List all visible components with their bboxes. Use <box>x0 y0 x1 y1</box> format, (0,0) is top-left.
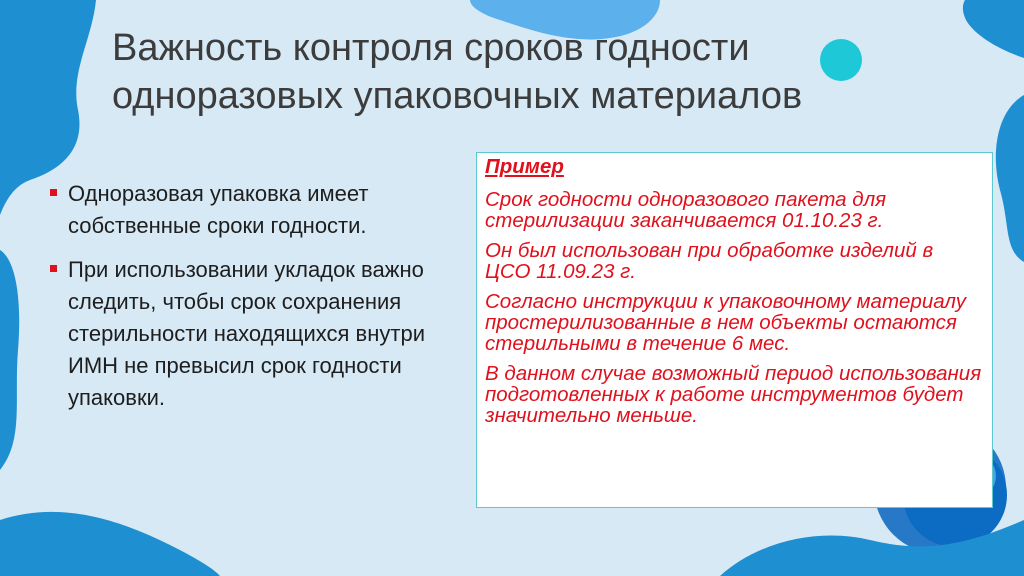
square-bullet-icon <box>50 265 57 272</box>
bullet-item <box>48 178 448 242</box>
example-paragraph: Он был использован при обработке изделий в ЦСО 11.09.23 г. <box>485 239 934 283</box>
example-heading: Пример <box>485 155 564 178</box>
square-bullet-icon <box>50 189 57 196</box>
example-paragraph: Согласно инструкции к упаковочному материалу простерилизованные в нем объекты остаются стерильными в течение 6 мес. <box>485 290 966 355</box>
example-paragraph: В данном случае возможный период использования подготовленных к работе инструментов будет значительно меньше. <box>485 362 982 427</box>
example-paragraph: Срок годности одноразового пакета для стерилизации заканчивается 01.10.23 г. <box>485 188 887 232</box>
bullet-text: При использовании укладок важно следить, чтобы срок сохранения стерильности находящихся внутри ИМН не превысил срок годности упаковки. <box>68 257 425 410</box>
slide-title: Важность контроля сроков годности одноразовых упаковочных материалов <box>112 27 803 117</box>
bullet-item <box>48 254 448 414</box>
bullet-list <box>48 178 448 426</box>
example-box <box>476 152 993 508</box>
bullet-text: Одноразовая упаковка имеет собственные сроки годности. <box>68 181 369 238</box>
